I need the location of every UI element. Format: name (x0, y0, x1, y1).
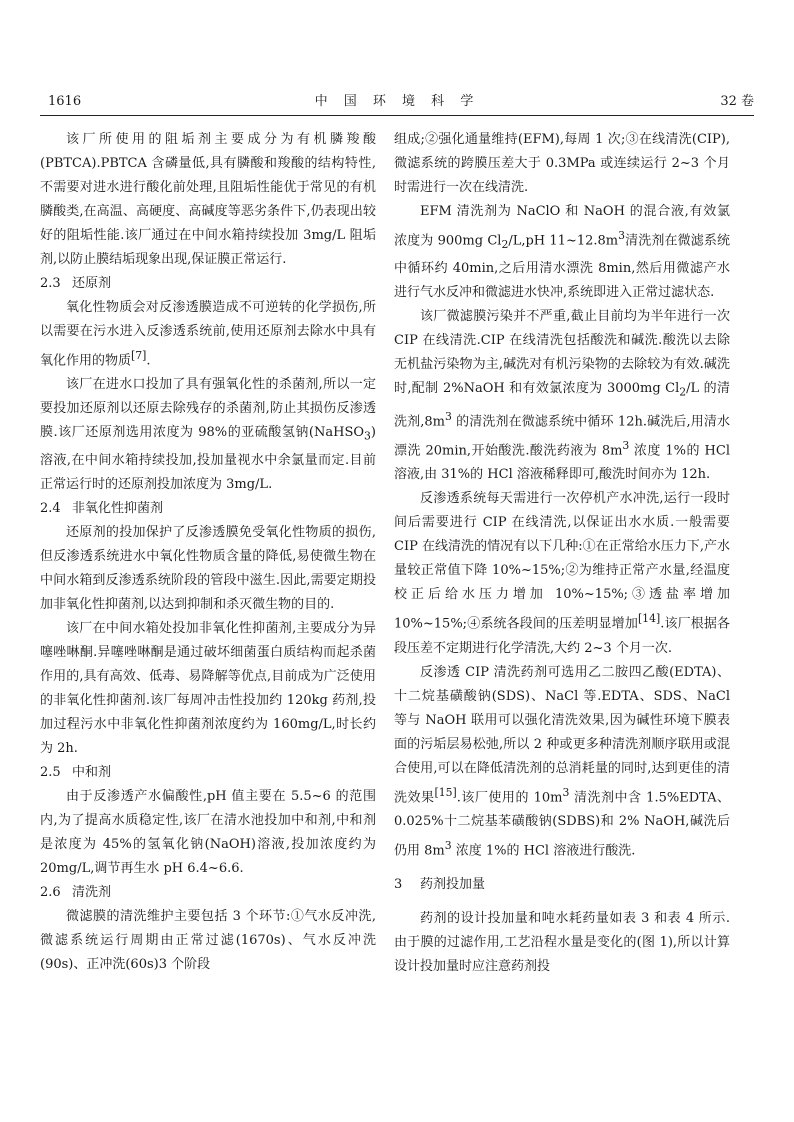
paragraph: 还原剂的投加保护了反渗透膜免受氧化性物质的损伤,但反渗透系统进水中氧化性物质含量的降低,易使微生物在中间水箱到反渗透系统阶段的管段中滋生.因此,需要定期投加非氧化性抑菌剂,以达到抑制和杀灭微生物的目的. (40, 524, 376, 612)
paragraph: 该厂所使用的阻垢剂主要成分为有机膦羧酸(PBTCA).PBTCA 含磷量低,具有膦酸和羧酸的结构特性,不需要对进水进行酸化前处理,且阻垢性能优于常见的有机膦酸类,在高温、高硬度、高碱度等恶劣条件下,仍表现出较好的阻垢性能.该厂通过在中间水箱持续投加 3mg/L 阻垢剂,以防止膜结垢现象出现,保证膜正常运行. (40, 132, 376, 267)
section-heading-2-3: 2.3 还原剂 (40, 276, 112, 291)
paragraph: 氧化性物质会对反渗透膜造成不可逆转的化学损伤,所以需要在污水进入反渗透系统前,使用还原剂去除水中具有氧化作用的物质[7]. (40, 300, 376, 369)
page-number: 1616 (48, 94, 82, 109)
header-rule (40, 115, 754, 116)
section-heading-2-6: 2.6 清洗剂 (40, 884, 112, 900)
citation-ref: [7] (131, 349, 147, 362)
section-heading-3: 3 药剂投加量 (394, 877, 486, 893)
paragraph: 反渗透 CIP 清洗药剂可选用乙二胺四乙酸(EDTA)、十二烷基磺酸钠(SDS)、NaCl 等.EDTA、SDS、NaCl 等与 NaOH 联用可以强化清洗效果,因为碱性环境下膜表面的污垢层易松弛,所以 2 种或更多种清洗剂顺序联用或混合使用,可以在降低清洗剂的总消耗量的同时,达到更佳的清洗效果[15].该厂使用的 $10m^3$ 清洗剂中含 1.5%EDTA、0.025%十二烷基苯磺酸钠(SDBS)和 2% NaOH,碱洗后仍用 $8m^3$ 浓度 1%的 HCl 溶液进行酸洗. (394, 664, 730, 859)
paragraph: 反渗透系统每天需进行一次停机产水冲洗,运行一段时间后需要进行 CIP 在线清洗,以保证出水水质.一般需要 CIP 在线清洗的情况有以下几种:①在正常给水压力下,产水量较正常值下降 10%~15%;②为维持正常产水量,经温度校正后给水压力增加 10%~15%;③透盐率增加 10%~15%;④系统各段间的压差明显增加[14].该厂根据各段压差不定期进行化学清洗,大约 2~3 个月一次. (394, 491, 730, 656)
section-heading-2-4: 2.4 非氧化性抑菌剂 (40, 500, 164, 516)
running-header (40, 92, 754, 112)
section-heading-2-5: 2.5 中和剂 (40, 764, 112, 780)
citation-ref: [14] (637, 612, 661, 626)
paragraph: 该厂在中间水箱处投加非氧化性抑菌剂,主要成分为异噻唑啉酮.异噻唑啉酮是通过破坏细菌蛋白质结构而起杀菌作用的,具有高效、低毒、易降解等优点,目前成为广泛使用的非氧化性抑菌剂.该厂每周冲击性投加约 120kg 药剂,投加过程污水中非氧化性抑菌剂浓度约为 160mg/L,时长约为 2h. (40, 620, 376, 756)
left-column (40, 128, 376, 977)
paragraph: 组成;②强化通量维持(EFM),每周 1 次;③在线清洗(CIP),微滤系统的跨膜压差大于 0.3MPa 或连续运行 2~3 个月时需进行一次在线清洗. (394, 132, 730, 195)
paragraph: EFM 清洗剂为 NaClO 和 NaOH 的混合液,有效氯浓度为 900mg $Cl_2/L,pH$ $11\sim 12.8m^3$清洗剂在微滤系统中循环约 40min,之后用清水漂洗 8min,然后用微滤产水进行气水反冲和微滤进水快冲,系统即进入正常过滤状态. (394, 204, 730, 300)
journal-title: 中 国 环 境 科 学 (314, 94, 480, 109)
citation-ref: [15] (434, 785, 457, 799)
right-column (394, 128, 730, 979)
paragraph: 药剂的设计投加量和吨水耗药量如表 3 和表 4 所示.由于膜的过滤作用,工艺沿程水量是变化的(图 1),所以计算设计投加量时应注意药剂投 (394, 911, 730, 975)
paragraph: 该厂微滤膜污染并不严重,截止目前均为半年进行一次 CIP 在线清洗.CIP 在线清洗包括酸洗和碱洗.酸洗以去除无机盐污染物为主,碱洗对有机污染物的去除较为有效.碱洗时,配制 2%NaOH 和有效氯浓度为 3000mg $Cl_2/L$ 的清洗剂$,8m^3$ 的清洗剂在微滤系统中循环 12h.碱洗后,用清水漂洗 20min,开始酸洗.酸洗药液为 $8m^3$ 浓度 1%的 HCl 溶液,由 31%的 HCl 溶液稀释即可,酸洗时间亦为 12h. (394, 308, 731, 483)
paragraph: 由于反渗透产水偏酸性,pH 值主要在 5.5~6 的范围内,为了提高水质稳定性,该厂在清水池投加中和剂,中和剂是浓度为 45%的氢氧化钠(NaOH)溶液,投加浓度约为 20mg/L,调节再生水 pH 6.4~6.6. (40, 788, 376, 876)
paragraph: 微滤膜的清洗维护主要包括 3 个环节:①气水反冲洗,微滤系统运行周期由正常过滤(1670s)、气水反冲洗(90s)、正冲洗(60s)3 个阶段 (40, 908, 376, 972)
volume-label: 32 卷 (720, 94, 754, 109)
paragraph: 该厂在进水口投加了具有强氧化性的杀菌剂,所以一定要投加还原剂以还原去除残存的杀菌剂,防止其损伤反渗透膜.该厂还原剂选用浓度为 98%的亚硫酸氢钠(NaHSO$_3$)溶液,在中间水箱持续投加,投加量视水中余氯量而定.目前正常运行时的还原剂投加浓度为 3mg/L. (40, 377, 376, 492)
